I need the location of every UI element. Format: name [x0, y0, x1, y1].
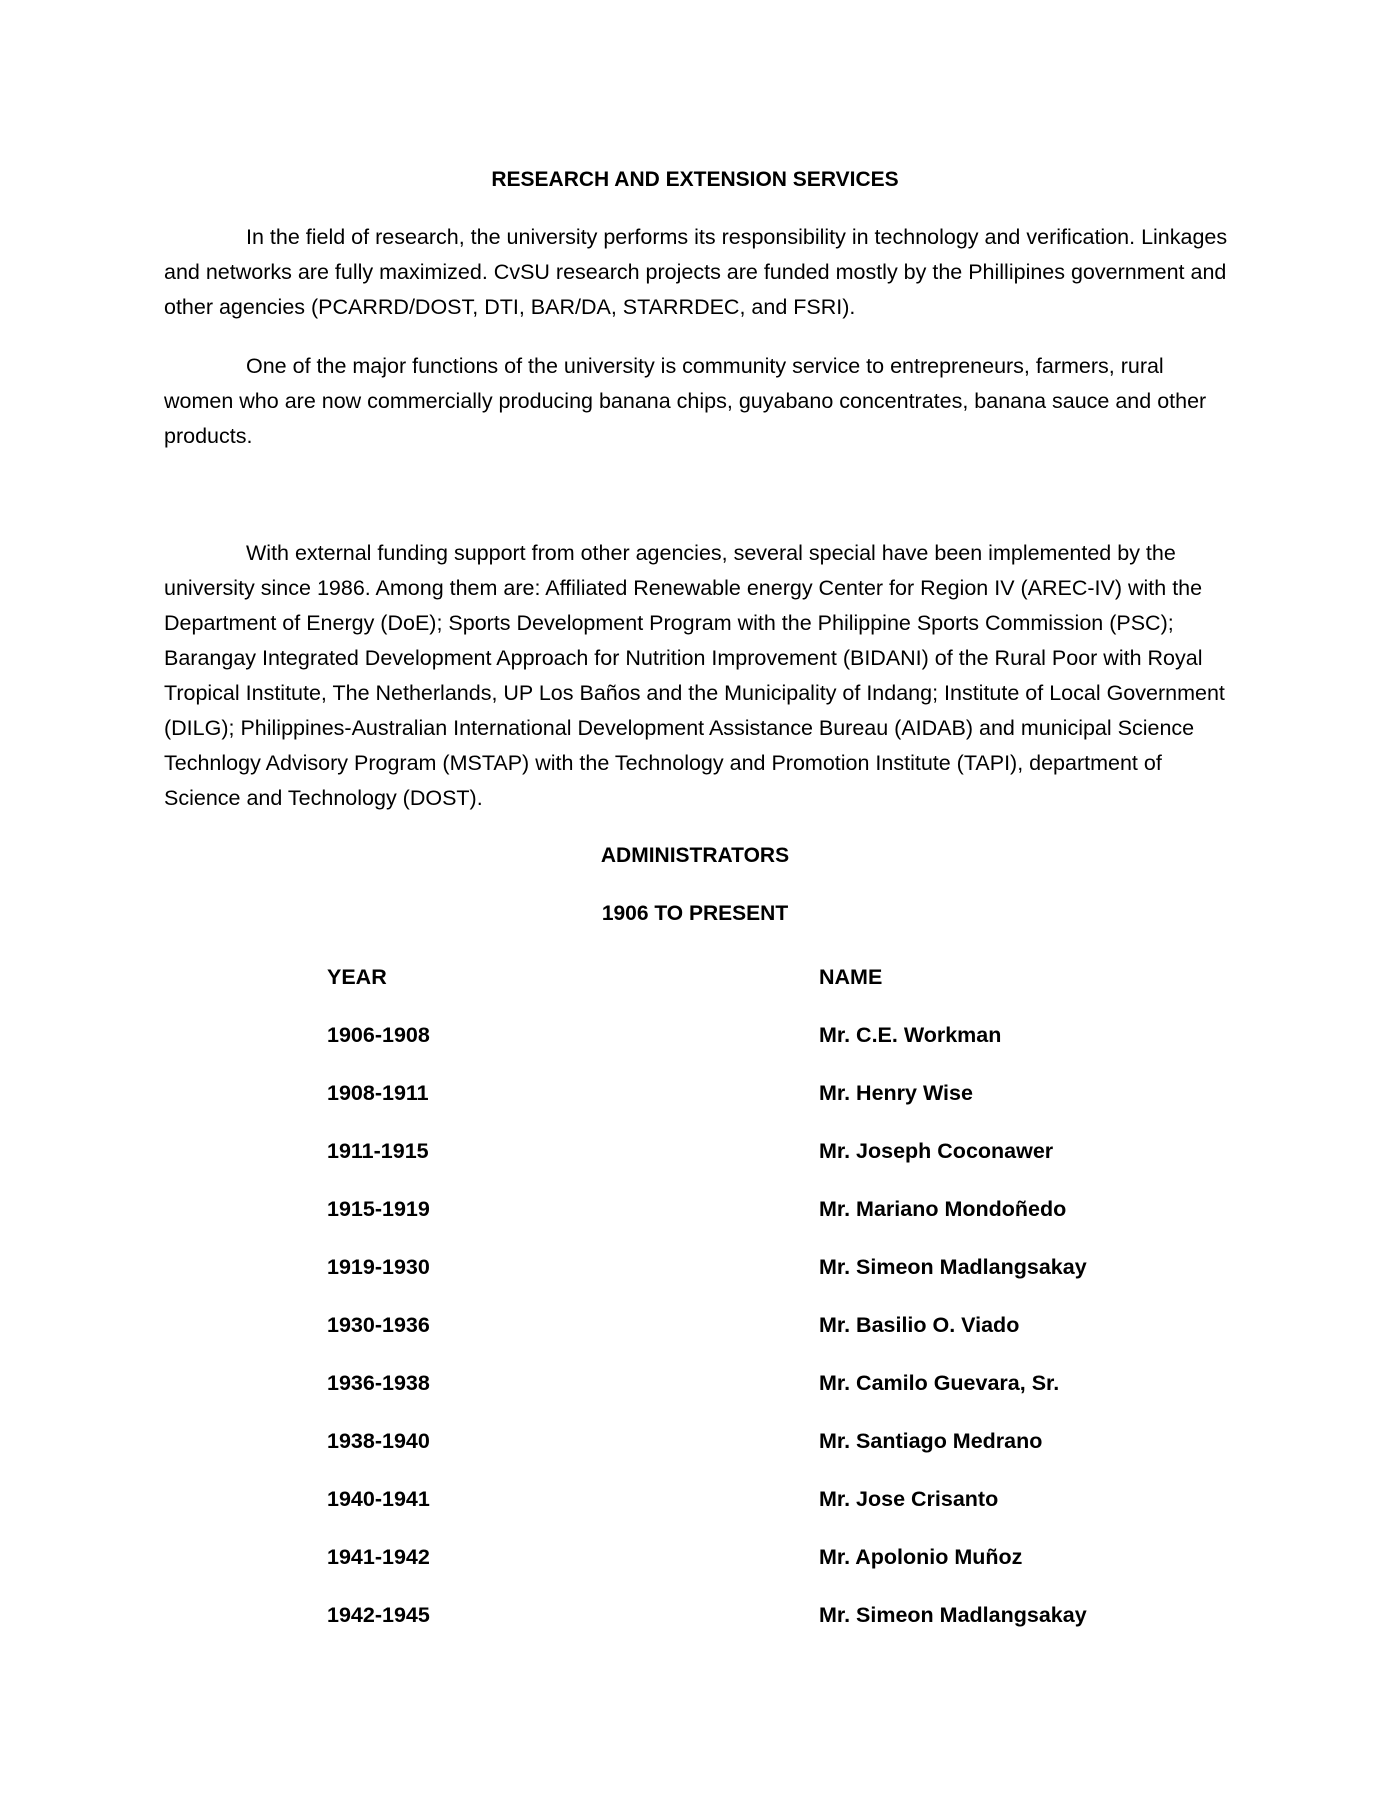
header-year: YEAR — [327, 965, 387, 989]
name-cell: Mr. Simeon Madlangsakay — [819, 1255, 1087, 1279]
year-cell: 1930-1936 — [327, 1313, 430, 1337]
name-cell: Mr. Camilo Guevara, Sr. — [819, 1371, 1060, 1395]
section-title: RESEARCH AND EXTENSION SERVICES — [491, 168, 899, 191]
year-cell: 1936-1938 — [327, 1371, 430, 1395]
name-cell: Mr. Jose Crisanto — [819, 1487, 999, 1511]
year-cell: 1940-1941 — [327, 1487, 430, 1511]
paragraph-external-funding: With external funding support from other agencies, several special have been implemented by the university since 1986. Among them are: Affiliated Renewable energy Center for Region IV (AREC-IV) with the Department of Energy (DoE); Sports Development Program with the Philippine Sports Commission (PSC); Barangay Integrated Development Approach for Nutrition Improvement (BIDANI) of the Rural Poor with Royal Tropical Institute, The Netherlands, UP Los Baños and the Municipality of Indang; Institute of Local Government (DILG); Philippines-Australian International Development Assistance Bureau (AIDAB) and municipal Science Technlogy Advisory Program (MSTAP) with the Technology and Promotion Institute (TAPI), department of Science and Technology (DOST). — [164, 541, 1225, 810]
table-row — [327, 1470, 1147, 1528]
table-row — [327, 1296, 1147, 1354]
table-header-row — [327, 948, 1147, 1006]
header-name: NAME — [819, 965, 883, 989]
table-row — [327, 1528, 1147, 1586]
name-cell: Mr. Santiago Medrano — [819, 1429, 1043, 1453]
year-cell: 1942-1945 — [327, 1603, 430, 1627]
administrators-table — [327, 948, 1147, 1644]
name-cell: Mr. Henry Wise — [819, 1081, 973, 1105]
paragraph-community-service: One of the major functions of the university is community service to entrepreneurs, farmers, rural women who are now commercially producing banana chips, guyabano concentrates, banana sauce and other products. — [164, 354, 1207, 448]
name-cell: Mr. Simeon Madlangsakay — [819, 1603, 1087, 1627]
year-cell: 1906-1908 — [327, 1023, 430, 1047]
table-row — [327, 1238, 1147, 1296]
paragraph-research: In the field of research, the university performs its responsibility in technology and verification. Linkages and networks are fully maximized. CvSU research projects are funded mostly by the Phillipines government and other agencies (PCARRD/DOST, DTI, BAR/DA, STARRDEC, and FSRI). — [164, 225, 1228, 319]
name-cell: Mr. Basilio O. Viado — [819, 1313, 1020, 1337]
table-row — [327, 1354, 1147, 1412]
name-cell: Mr. C.E. Workman — [819, 1023, 1002, 1047]
name-cell: Mr. Joseph Coconawer — [819, 1139, 1054, 1163]
year-cell: 1941-1942 — [327, 1545, 430, 1569]
table-row — [327, 1180, 1147, 1238]
table-row — [327, 1412, 1147, 1470]
administrators-subtitle: 1906 TO PRESENT — [601, 902, 789, 925]
name-cell: Mr. Apolonio Muñoz — [819, 1545, 1023, 1569]
year-cell: 1915-1919 — [327, 1197, 430, 1221]
year-cell: 1908-1911 — [327, 1081, 429, 1105]
administrators-title: ADMINISTRATORS — [600, 844, 790, 867]
name-cell: Mr. Mariano Mondoñedo — [819, 1197, 1067, 1221]
year-cell: 1919-1930 — [327, 1255, 430, 1279]
year-cell: 1911-1915 — [327, 1139, 429, 1163]
table-row — [327, 1122, 1147, 1180]
table-row — [327, 1064, 1147, 1122]
table-row — [327, 1586, 1147, 1644]
table-row — [327, 1006, 1147, 1064]
year-cell: 1938-1940 — [327, 1429, 430, 1453]
